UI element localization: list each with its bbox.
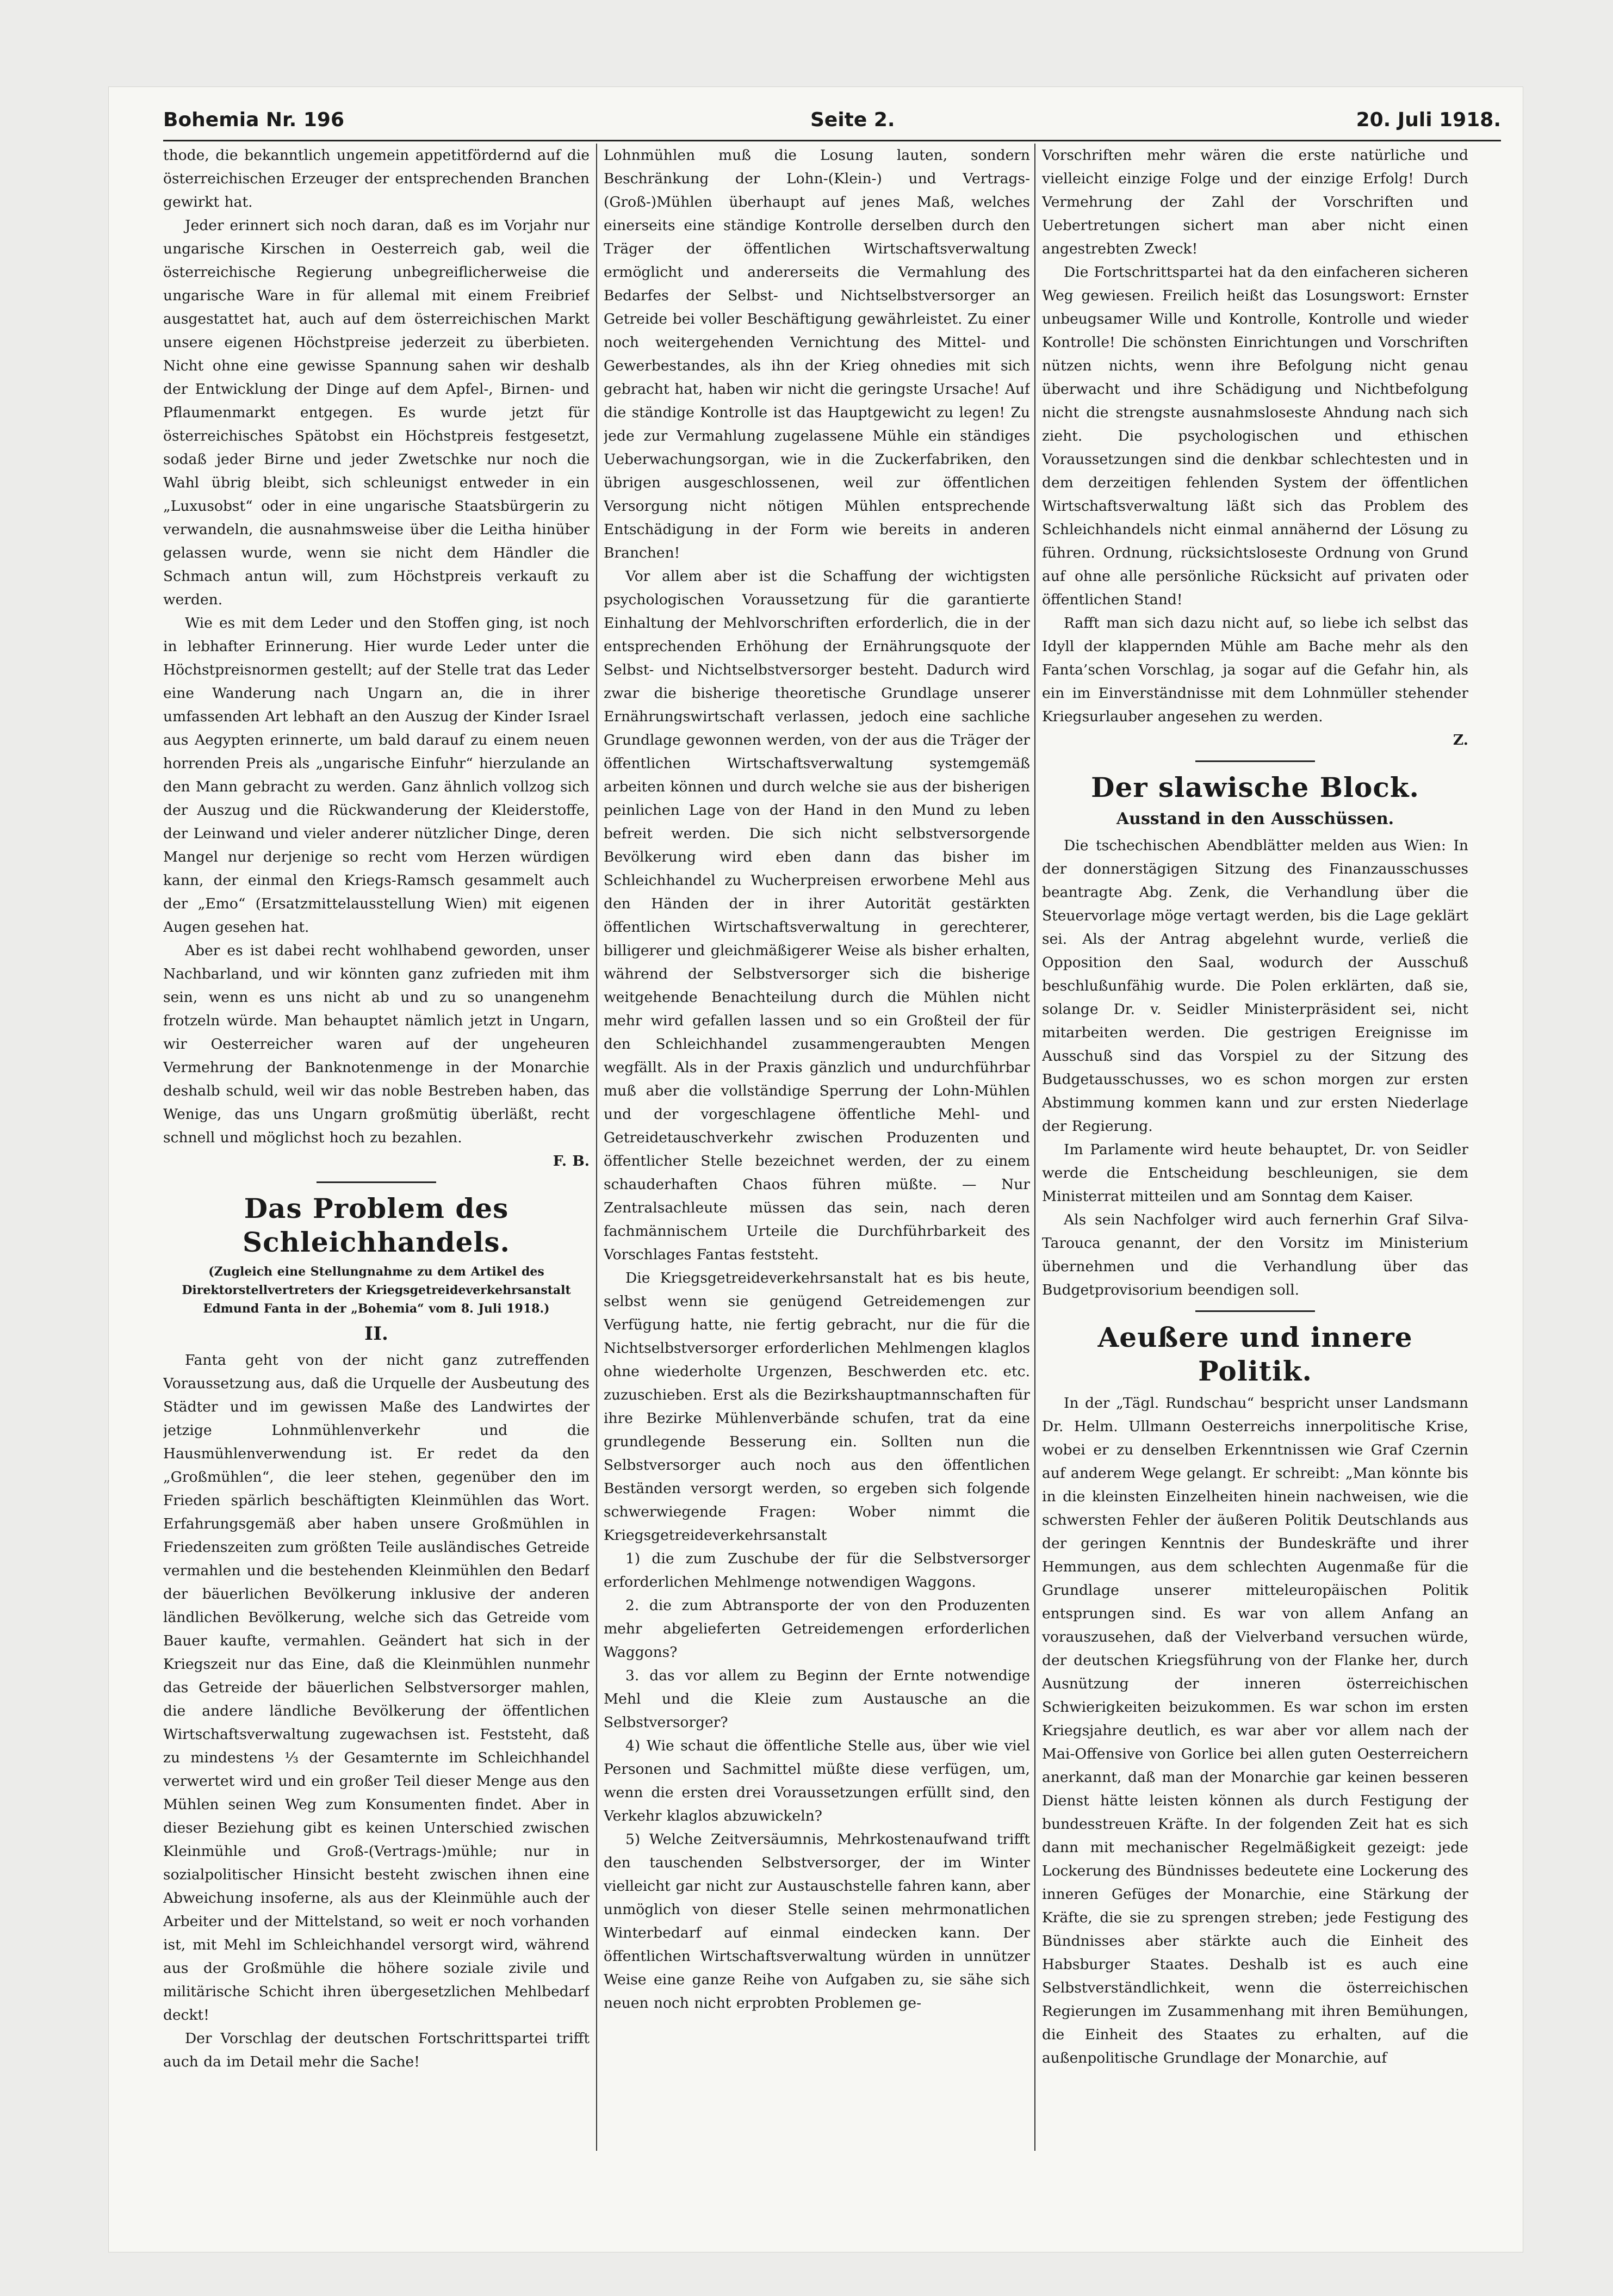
section-separator bbox=[1195, 760, 1315, 762]
page-header bbox=[163, 103, 1501, 141]
paragraph: Wie es mit dem Leder und den Stoffen ging, ist noch in lebhafter Erinnerung. Hier wurde Leder unter die Höchstpreisnormen gestellt; auf der Stelle trat das Leder eine Wanderung nach Ungarn an, die in ihrer umfassenden Art lebhaft an den Auszug der Kinder Israel aus Aegypten erinnerte, um bald darauf zu einem neuen horrenden Preis als „ungarische Einfuhr“ hierzulande an den Mann gebracht zu werden. Ganz ähnlich vollzog sich der Auszug und die Rückwanderung der Kleiderstoffe, der Leinwand und vieler anderer nützlicher Dinge, deren Mangel nur derjenige so recht vom Herzen würdigen kann, der einmal den Kriegs-Ramsch gesammelt auch der „Emo“ (Ersatzmittelausstellung Wien) mit eigenen Augen gesehen hat. bbox=[163, 615, 590, 936]
header-date: 20. Juli 1918. bbox=[1356, 109, 1501, 131]
paragraph: Die Fortschrittspartei hat da den einfacheren sicheren Weg gewiesen. Freilich heißt das Losungswort: Ernster unbeugsamer Wille und Kontrolle, Kontrolle und wieder Kontrolle! Die schönsten Einrichtungen und Vorschriften nützen nichts, wenn ihre Befolgung nicht genau überwacht und ihre Schädigung und Nichtbefolgung nicht die strengste ausnahmsloseste Ahndung nach sich zieht. Die psychologischen und ethischen Voraussetzungen sind die denkbar schlechtesten und in dem derzeitigen fehlenden System der öffentlichen Wirtschaftsverwaltung läßt sich das Problem des Schleichhandels nicht einmal annähernd der Lösung zu führen. Ordnung, rücksichtsloseste Ordnung von Grund auf ohne alle persönliche Rücksicht auf privaten oder öffentlichen Stand! bbox=[1042, 264, 1468, 608]
section-separator bbox=[317, 1181, 436, 1183]
header-page-number: Seite 2. bbox=[810, 109, 895, 131]
author-signature: Z. bbox=[1453, 732, 1468, 748]
paragraph: Als sein Nachfolger wird auch fernerhin Graf Silva-Tarouca genannt, der den Vorsitz im Ministerium übernehmen und die Verhandlung über das Budgetprovisorium beendigen soll. bbox=[1042, 1211, 1468, 1298]
article-title: Der slawische Block. bbox=[1091, 771, 1419, 803]
newspaper-page bbox=[109, 87, 1523, 2252]
paragraph: Lohnmühlen muß die Losung lauten, sondern Beschränkung der Lohn-(Klein-) und Vertrags-(Groß-)Mühlen überhaupt auf jenes Maß, welches einerseits eine ständige Kontrolle derselben durch den Träger der öffentlichen Wirtschaftsverwaltung ermöglicht und andererseits die Vermahlung des Bedarfes der Selbst- und Nichtselbstversorger an Getreide bei voller Beschäftigung gewährleistet. Zu einer noch weitergehenden Vernichtung des Mittel- und Gewerbestandes, als ihn der Krieg ohnedies mit sich gebracht hat, haben wir nicht die geringste Ursache! Auf die ständige Kontrolle ist das Hauptgewicht zu legen! Zu jede zur Vermahlung zugelassene Mühle ein ständiges Ueberwachungsorgan, wie in die Zuckerfabriken, den übrigen ausgeschlossenen, weil zur öffentlichen Versorgung nicht nötigen Mühlen entsprechende Entschädigung in der Form wie bereits in anderen Branchen! bbox=[604, 147, 1030, 561]
list-item: 5) Welche Zeitversäumnis, Mehrkostenaufwand trifft den tauschenden Selbstversorger, der im Winter vielleicht gar nicht zur Austauschstelle fahren kann, aber unmöglich von dieser Stelle seinen mehrmonatlichen Winterbedarf auf einmal eindecken kann. Der öffentlichen Wirtschaftsverwaltung würden in unnützer Weise eine ganze Reihe von Aufgaben zu, sie sähe sich neuen noch nicht erprobten Problemen ge- bbox=[604, 1831, 1030, 2012]
list-item: 4) Wie schaut die öffentliche Stelle aus, über wie viel Personen und Sachmittel müßte diese verfügen, um, wenn die ersten drei Voraussetzungen erfüllt sind, den Verkehr klaglos abzuwickeln? bbox=[604, 1737, 1030, 1824]
column-middle bbox=[604, 144, 1030, 2151]
header-rule bbox=[163, 140, 1501, 141]
column-divider bbox=[1034, 144, 1035, 2151]
article-title: Das Problem des Schleichhandels. bbox=[243, 1192, 510, 1258]
article-subtitle: (Zugleich eine Stellungnahme zu dem Artikel des Direktorstellvertreters der Kriegsgetreideverkehrsanstalt Edmund Fanta in der „Bohemia“ vom 8. Juli 1918.) bbox=[182, 1265, 571, 1316]
list-item: 1) die zum Zuschube der für die Selbstversorger erforderlichen Mehlmenge notwendigen Waggons. bbox=[604, 1550, 1030, 1591]
header-publication: Bohemia Nr. 196 bbox=[163, 109, 344, 131]
paragraph: Rafft man sich dazu nicht auf, so liebe ich selbst das Idyll der klappernden Mühle am Bache mehr als den Fanta’schen Vorschlag, ja sogar auf die Gefahr hin, als ein im Einverständnisse mit dem Lohnmüller stehender Kriegsurlauber angesehen zu werden. bbox=[1042, 615, 1468, 725]
paragraph: thode, die bekanntlich ungemein appetitfördernd auf die österreichischen Erzeuger der entsprechenden Branchen gewirkt hat. bbox=[163, 147, 590, 211]
paragraph: Jeder erinnert sich noch daran, daß es im Vorjahr nur ungarische Kirschen in Oesterreich gab, weil die österreichische Regierung unbegreiflicherweise die ungarische Ware in für allemal mit einem Freibrief ausgestattet hat, auch auf dem österreichischen Markt unsere eigenen Höchstpreise jederzeit zu überbieten. Nicht ohne eine gewisse Spannung sahen wir deshalb der Entwicklung der Dinge auf dem Apfel-, Birnen- und Pflaumenmarkt entgegen. Es wurde jetzt für österreichisches Spätobst ein Höchstpreis festgesetzt, sodaß jeder Birne und jeder Zwetschke nur noch die Wahl übrig bleibt, sich schleunigst entweder in ein „Luxusobst“ oder in eine ungarische Staatsbürgerin zu verwandeln, die ausnahmsweise über die Leitha hinüber gelassen wurde, wenn sie nicht dem Händler die Schmach antun will, zum Höchstpreis verkauft zu werden. bbox=[163, 217, 590, 608]
paragraph: Aber es ist dabei recht wohlhabend geworden, unser Nachbarland, und wir könnten ganz zufrieden mit ihm sein, wenn es uns nicht ab und zu so unangenehm frotzeln würde. Man behauptet nämlich jetzt in Ungarn, wir Oesterreicher waren auf der ungeheuren Vermehrung der Banknotenmenge in der Monarchie deshalb schuld, weil wir das noble Bestreben haben, das Wenige, das uns Ungarn großmütig überläßt, recht schnell und möglichst hoch zu bezahlen. bbox=[163, 942, 590, 1146]
paragraph: Die tschechischen Abendblätter melden aus Wien: In der donnerstägigen Sitzung des Finanzausschusses beantragte Abg. Zenk, die Verhandlung über die Steuervorlage möge vertagt werden, bis die Lage geklärt sei. Als der Antrag abgelehnt wurde, verließ die Opposition den Saal, wodurch der Ausschuß beschlußunfähig wurde. Die Polen erklärten, daß sie, solange Dr. v. Seidler Ministerpräsident sei, nicht mitarbeiten werden. Die gestrigen Ereignisse im Ausschuß sind das Vorspiel zu der Sitzung des Budgetausschusses, wo es schon morgen zur ersten Abstimmung kommen kann und zur ersten Niederlage der Regierung. bbox=[1042, 837, 1468, 1135]
list-item: 3. das vor allem zu Beginn der Ernte notwendige Mehl und die Kleie zum Austausche an die Selbstversorger? bbox=[604, 1667, 1030, 1731]
column-right bbox=[1042, 144, 1468, 2151]
author-signature: F. B. bbox=[553, 1153, 590, 1169]
list-item: 2. die zum Abtransporte der von den Produzenten mehr abgelieferten Getreidemengen erforderlichen Waggons? bbox=[604, 1597, 1030, 1661]
paragraph: In der „Tägl. Rundschau“ bespricht unser Landsmann Dr. Helm. Ullmann Oesterreichs innerpolitische Krise, wobei er zu denselben Erkenntnissen wie Graf Czernin auf anderem Wege gelangt. Er schreibt: „Man könnte bis in die kleinsten Einzelheiten hinein nachweisen, wie die schwersten Fehler der äußeren Politik Deutschlands aus der geringen Kenntnis der Bundeskräfte und ihrer Hemmungen, aus dem schlechten Augenmaße für die Grundlage unserer mitteleuropäischen Politik entsprungen sind. Es war von allem Anfang an vorauszusehen, daß der Vielverband versuchen würde, der deutschen Kriegsführung von der Flanke her, durch Ausnützung der inneren österreichischen Schwierigkeiten beizukommen. Es war schon im ersten Kriegsjahre deutlich, es war aber vor allem nach der Mai-Offensive von Gorlice bei allen guten Oesterreichern anerkannt, daß man der Monarchie gar keinen besseren Dienst hätte leisten können als durch Festigung der bundesstreuen Kräfte. In der folgenden Zeit hat es sich dann mit mechanischer Regelmäßigkeit gezeigt: jede Lockerung des Bündnisses bedeutete eine Lockerung des inneren Gefüges der Monarchie, eine Stärkung der Kräfte, die sie zu sprengen streben; jede Festigung des Bündnisses aber stärkte auch die Einheit des Habsburger Staates. Deshalb ist es auch eine Selbstverständlichkeit, wenn die österreichischen Regierungen im Zusammenhang mit ihren Bemühungen, die Einheit des Staates zu erhalten, auf die außenpolitische Grundlage der Monarchie, auf bbox=[1042, 1395, 1468, 2066]
paragraph: Vorschriften mehr wären die erste natürliche und vielleicht einzige Folge und der einzige Erfolg! Durch Vermehrung der Zahl der Vorschriften und Uebertretungen sichert man aber nicht einen angestrebten Zweck! bbox=[1042, 147, 1468, 257]
paragraph: Im Parlamente wird heute behauptet, Dr. von Seidler werde die Entscheidung beschleunigen, sie dem Ministerrat mitteilen und am Sonntag dem Kaiser. bbox=[1042, 1141, 1468, 1205]
article-title: Aeußere und innere Politik. bbox=[1097, 1321, 1413, 1387]
column-left bbox=[163, 144, 590, 2151]
paragraph: Fanta geht von der nicht ganz zutreffenden Voraussetzung aus, daß die Urquelle der Ausbeutung des Städter und im gewissen Maße des Landwirtes der jetzige Lohnmühlenverkehr und die Hausmühlenverwendung ist. Er redet da den „Großmühlen“, die leer stehen, gegenüber den im Frieden spärlich beschäftigten Kleinmühlen das Wort. Erfahrungsgemäß aber haben unsere Großmühlen in Friedenszeiten zum größten Teile ausländisches Getreide vermahlen und die bestehenden Kleinmühlen den Bedarf der bäuerlichen Bevölkerung inklusive der anderen ländlichen Bevölkerung, welche sich das Getreide vom Bauer kaufte, vermahlen. Geändert hat sich in der Kriegszeit nur das Eine, daß die Kleinmühlen nunmehr das Getreide der bäuerlichen Selbstversorger mahlen, die andere ländliche Bevölkerung der öffentlichen Wirtschaftsverwaltung zugewachsen ist. Feststeht, daß zu mindestens ⅓ der Gesamternte im Schleichhandel verwertet wird und ein großer Teil dieser Menge aus den Mühlen seinen Weg zum Konsumenten findet. Aber in dieser Beziehung gibt es keinen Unterschied zwischen Kleinmühle und Groß-(Vertrags-)mühle; nur in sozialpolitischer Hinsicht besteht zwischen ihnen eine Abweichung insoferne, als aus der Kleinmühle auch der Arbeiter und der Mittelstand, so weit er noch vorhanden ist, mit Mehl im Schleichhandel versorgt wird, während aus der Großmühle die höhere soziale zivile und militärische Schicht ihren übergesetzlichen Mehlbedarf deckt! bbox=[163, 1352, 590, 2023]
section-separator bbox=[1195, 1310, 1315, 1312]
paragraph: Die Kriegsgetreideverkehrsanstalt hat es bis heute, selbst wenn sie genügend Getreidemengen zur Verfügung hatte, nie fertig gebracht, nur die für die Nichtselbstversorger erforderlichen Mehlmengen klaglos ohne wiederholte Urgenzen, Beschwerden etc. etc. zuzuschieben. Erst als die Bezirkshauptmannschaften für ihre Bezirke Mühlenverbände schufen, trat da eine grundlegende Besserung ein. Sollten nun die Selbstversorger auch noch aus den öffentlichen Beständen versorgt werden, so ergeben sich folgende schwerwiegende Fragen: Wober nimmt die Kriegsgetreideverkehrsanstalt bbox=[604, 1270, 1030, 1544]
article-subtitle: Ausstand in den Ausschüssen. bbox=[1116, 809, 1394, 828]
paragraph: Vor allem aber ist die Schaffung der wichtigsten psychologischen Voraussetzung für die garantierte Einhaltung der Mehlvorschriften erforderlich, die in der entsprechenden Erhöhung der Ernährungsquote der Selbst- und Nichtselbstversorger besteht. Dadurch wird zwar die bisherige theoretische Grundlage unserer Ernährungswirtschaft verlassen, jedoch eine sachliche Grundlage gewonnen werden, von der aus die Träger der öffentlichen Wirtschaftsverwaltung systemgemäß arbeiten können und durch welche sie aus der bisherigen peinlichen Lage von der Hand in den Mund zu leben befreit werden. Die sich nicht selbstversorgende Bevölkerung wird eben dann das bisher im Schleichhandel zu Wucherpreisen erworbene Mehl aus den Händen der in ihrer Autorität gestärkten öffentlichen Wirtschaftsverwaltung in gerechterer, billigerer und gleichmäßigerer Weise als bisher erhalten, während der Selbstversorger sich die bisherige weitgehende Benachteilung durch die Mühlen nicht mehr wird gefallen lassen und so ein Großteil der für den Schleichhandel zusammengeraubten Mengen wegfällt. Als in der Praxis gänzlich und undurchführbar muß aber die vollständige Sperrung der Lohn-Mühlen und der vorgeschlagene öffentliche Mehl- und Getreidetauschverkehr zwischen Produzenten und öffentlicher Stelle bezeichnet werden, der zu einem schauderhaften Chaos führen müßte. — Nur Zentralsachleute müssen das sein, nach deren fachmännischem Urteile die Durchführbarkeit des Vorschlages Fantas feststeht. bbox=[604, 568, 1030, 1263]
column-divider bbox=[596, 144, 597, 2151]
paragraph: Der Vorschlag der deutschen Fortschrittspartei trifft auch da im Detail mehr die Sache! bbox=[163, 2030, 590, 2070]
part-number: II. bbox=[364, 1323, 388, 1345]
